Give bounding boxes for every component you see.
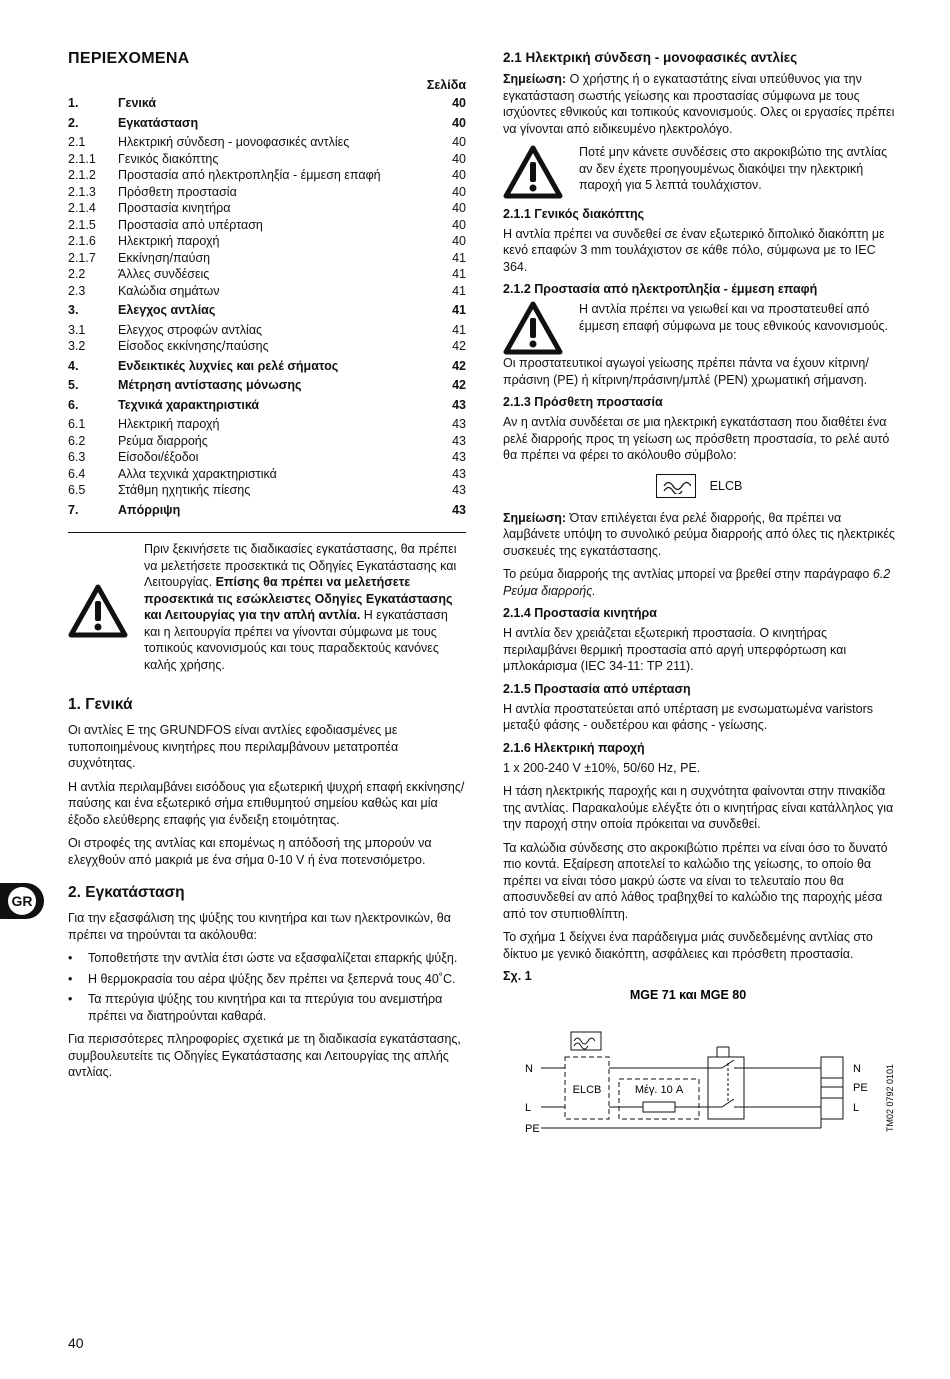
elcb-symbol — [503, 474, 895, 498]
s215-heading: 2.1.5 Προστασία από υπέρταση — [503, 681, 691, 696]
toc-row — [68, 338, 466, 355]
toc-number: 3. — [68, 303, 79, 317]
label-right-N: N — [853, 1063, 861, 1075]
toc-row — [68, 416, 466, 433]
toc-number: 2.1.5 — [68, 217, 96, 232]
toc-number: 6.3 — [68, 450, 86, 464]
toc-entry-title: Προστασία κινητήρα — [118, 201, 231, 215]
label-elcb: ELCB — [572, 1084, 602, 1096]
toc-page: 41 — [452, 303, 466, 317]
wiring-diagram — [503, 987, 895, 1137]
toc-page: 42 — [452, 339, 466, 353]
toc-page: 40 — [452, 96, 466, 110]
figure-ref-code: TM02 0792 0101 — [885, 1063, 895, 1132]
toc-number: 5. — [68, 378, 79, 392]
toc-entry-title: Ηλεκτρική παροχή — [118, 417, 220, 431]
toc-page: 40 — [452, 201, 466, 215]
toc-entry-title: Πρόσθετη προστασία — [118, 184, 237, 199]
language-tab — [0, 883, 44, 919]
bullet-item: • Η θερμοκρασία του αέρα ψύξης δεν πρέπει να ξεπερνά τους 40˚C. — [68, 971, 466, 988]
s211-heading: 2.1.1 Γενικός διακόπτης — [503, 206, 645, 221]
toc-number: 2.1 — [68, 135, 86, 149]
toc-entry-title: Εγκατάσταση — [118, 115, 199, 130]
toc-row — [68, 466, 466, 483]
toc-entry-title: Προστασία από ηλεκτροπληξία - έμμεση επαφή — [118, 168, 381, 182]
toc-row — [68, 377, 466, 394]
bullet-item: • Τοποθετήστε την αντλία έτσι ώστε να εξασφαλίζεται επαρκής ψύξη. — [68, 950, 466, 967]
s211-text: Η αντλία πρέπει να συνδεθεί σε έναν εξωτερικό διπολικό διακόπτη με κενό επαφών 3 mm τουλάχιστον σε κάθε πόλο, σύμφωνα με το IEC 364. — [503, 226, 885, 274]
toc-page: 40 — [452, 151, 466, 166]
toc-number: 3.1 — [68, 322, 86, 337]
s213-text: Αν η αντλία συνδέεται σε μια ηλεκτρική εγκατάσταση που διαθέτει ένα ρελέ διαρροής προς τη γείωση ως πρόσθετη προστασία, το ρελέ αυτό θα πρέπει να φέρει το ακόλουθο σύμβολο: — [503, 415, 890, 462]
toc-entry-title: Τεχνικά χαρακτηριστικά — [118, 397, 260, 412]
s212-text: Οι προστατευτικοί αγωγοί γείωσης πρέπει πάντα να έχουν κίτρινη/πράσινη (PE) ή κίτρινη/πράσινη/μπλέ (PEN) χρωματική σήμανση. — [503, 356, 869, 387]
toc-entry-title: Ρεύμα διαρροής — [118, 433, 208, 448]
divider — [68, 532, 466, 533]
toc-row — [68, 95, 466, 112]
language-tab-label: GR — [8, 887, 36, 915]
toc-number: 2.1.4 — [68, 201, 96, 215]
toc-entry-title: Αλλα τεχνικά χαρακτηριστικά — [118, 466, 277, 481]
s212-warning — [503, 301, 895, 355]
toc-entry-title: Είσοδοι/έξοδοι — [118, 450, 199, 464]
page-number: 40 — [68, 1335, 84, 1351]
warning-icon — [68, 541, 144, 680]
toc-number: 2. — [68, 115, 79, 130]
section21-warning-text: Ποτέ μην κάνετε συνδέσεις στο ακροκιβώτιο της αντλίας αν δεν έχετε προηγουμένως διακόψει την ηλεκτρική παροχή για 5 λεπτά τουλάχιστον. — [579, 145, 888, 192]
toc-row — [68, 283, 466, 300]
toc-row — [68, 250, 466, 267]
toc-number: 2.1.7 — [68, 250, 96, 265]
toc-row — [68, 502, 466, 519]
toc-entry-title: Ενδεικτικές λυχνίες και ρελέ σήματος — [118, 358, 339, 373]
toc-row — [68, 322, 466, 339]
toc-row — [68, 449, 466, 466]
section2-heading: 2. Εγκατάσταση — [68, 884, 185, 901]
toc-entry-title: Ελεγχος αντλίας — [118, 303, 216, 317]
toc-page: 40 — [452, 115, 466, 130]
toc-number: 2.3 — [68, 283, 86, 298]
label-left-PE: PE — [525, 1123, 540, 1135]
s213-note: Σημείωση: Όταν επιλέγεται ένα ρελέ διαρροής, θα πρέπει να λαμβάνετε υπόψη το συνολικό ρεύμα διαρροής από όλες τις ηλεκτρικές συσκευές της εγκατάστασης. — [503, 510, 895, 558]
elcb-diagram-icon — [571, 1032, 601, 1050]
toc-number: 2.2 — [68, 267, 86, 281]
s216-p1: 1 x 200-240 V ±10%, 50/60 Hz, PE. — [503, 760, 701, 775]
toc-page: 40 — [452, 135, 466, 149]
toc-entry-title: Είσοδος εκκίνησης/παύσης — [118, 339, 269, 353]
toc-row — [68, 115, 466, 132]
toc-page: 40 — [452, 168, 466, 182]
warning-icon — [503, 144, 579, 201]
s212-warning-text: Η αντλία πρέπει να γειωθεί και να προστατευθεί από έμμεση επαφή σύμφωνα με τους εθνικούς κανονισμούς. — [579, 302, 889, 333]
toc-row — [68, 397, 466, 414]
toc-page: 43 — [452, 466, 466, 481]
toc-row — [68, 266, 466, 283]
toc-row — [68, 184, 466, 201]
s214-text: Η αντλία δεν χρειάζεται εξωτερική προστασία. Ο κινητήρας περιλαμβάνει θερμική προστασία από αργή υπερφόρτωση και μπλοκάρισμα (IEC 34-11: TP 211). — [503, 626, 847, 673]
section1-p2: Η αντλία περιλαμβάνει εισόδους για εξωτερική ψυχρή επαφή εκκίνησης/παύσης και ένα εξωτερικό σήμα επιθυμητού σημείου καθώς και μία έξοδο ελεύθερης επαφής για ένδειξη ετοιμότητας. — [68, 779, 465, 827]
toc-page-header: Σελίδα — [426, 78, 466, 92]
s216-p2: Η τάση ηλεκτρικής παροχής και η συχνότητα φαίνονται στην πινακίδα της αντλίας. Παρακαλούμε ελέγξτε ότι ο κινητήρας είναι κατάλληλος για την παροχή στην οποία πρόκειται να συνδεθεί. — [503, 784, 894, 831]
toc-list — [68, 95, 466, 518]
toc-title: ΠΕΡΙΕΧΟΜΕΝΑ — [68, 50, 190, 67]
s212-heading: 2.1.2 Προστασία από ηλεκτροπληξία - έμμεση επαφή — [503, 282, 818, 296]
figure-label: Σχ. 1 — [503, 969, 532, 983]
intro-warning — [68, 541, 466, 680]
toc-row — [68, 217, 466, 234]
label-left-N: N — [525, 1063, 533, 1075]
toc-number: 6.2 — [68, 433, 86, 448]
toc-page: 41 — [452, 322, 466, 337]
toc-entry-title: Ηλεκτρική παροχή — [118, 234, 220, 248]
label-left-L: L — [525, 1102, 532, 1114]
elcb-icon — [656, 474, 696, 498]
toc-page: 43 — [452, 433, 466, 448]
toc-row — [68, 433, 466, 450]
left-column — [68, 50, 466, 1088]
toc-row — [68, 134, 466, 151]
toc-page: 41 — [452, 267, 466, 281]
label-fuse: Μέγ. 10 A — [634, 1084, 684, 1096]
toc-page: 42 — [452, 378, 466, 392]
warning-icon — [503, 301, 579, 355]
toc-row — [68, 200, 466, 217]
toc-page: 41 — [452, 250, 466, 265]
toc-number: 2.1.6 — [68, 234, 96, 248]
toc-number: 2.1.3 — [68, 184, 96, 199]
toc-page: 40 — [452, 184, 466, 199]
toc-page: 43 — [452, 397, 466, 412]
toc-number: 6.4 — [68, 466, 86, 481]
s216-p4: Το σχήμα 1 δείχνει ένα παράδειγμα μιάς συνδεδεμένης αντλίας στο δίκτυο με γενικό διακόπτη, ασφάλειες και πρόσθετη προστασία. — [503, 930, 873, 961]
toc-page: 43 — [452, 450, 466, 464]
toc-entry-title: Στάθμη ηχητικής πίεσης — [118, 483, 251, 497]
toc-number: 2.1.2 — [68, 168, 96, 182]
toc-number: 6. — [68, 397, 79, 412]
section1-heading: 1. Γενικά — [68, 696, 133, 713]
s213-heading: 2.1.3 Πρόσθετη προστασία — [503, 395, 663, 409]
toc-number: 6.5 — [68, 483, 86, 497]
elcb-symbol-label: ELCB — [709, 478, 743, 493]
toc-row — [68, 167, 466, 184]
section21-note: Σημείωση: Ο χρήστης ή ο εγκαταστάτης είναι υπεύθυνος για την εγκατάσταση σωστής γείωσης και προστασίας σύμφωνα με τους ισχύοντες εθνικούς και τοπικούς κανονισμούς. Ολες οι εργασίες πρέπει να γίνονται από ειδικευμένο ηλεκτρολόγο. — [503, 72, 895, 136]
toc-entry-title: Γενικά — [118, 96, 157, 110]
label-right-L: L — [853, 1102, 860, 1114]
toc-entry-title: Ηλεκτρική σύνδεση - μονοφασικές αντλίες — [118, 135, 350, 149]
toc-entry-title: Προστασία από υπέρταση — [118, 217, 263, 232]
section2-bullets — [68, 950, 466, 1024]
toc-page: 43 — [452, 417, 466, 431]
toc-number: 6.1 — [68, 417, 86, 431]
section21-warning — [503, 144, 895, 201]
section2-p1: Για την εξασφάλιση της ψύξης του κινητήρα και των ηλεκτρονικών, θα πρέπει να τηρούνται τα ακόλουθα: — [68, 911, 451, 942]
toc-row — [68, 151, 466, 168]
intro-warning-text: Πριν ξεκινήσετε τις διαδικασίες εγκατάστασης, θα πρέπει να μελετήσετε προσεκτικά τις Οδηγίες Εγκατάστασης και Λειτουργίας. Επίσης θα πρέπει να μελετήσετε προσεκτικά τις εσώκλειστες Οδηγίες Εγκατάστασης και Λειτουργίας για την απλή αντλία. Η εγκατάσταση και η λειτουργία πρέπει να γίνονται σύμφωνα με τους τοπικούς κανονισμούς και τους παραδεκτούς κανόνες καλής χρήσης. — [144, 542, 457, 672]
s214-heading: 2.1.4 Προστασία κινητήρα — [503, 606, 657, 620]
toc-entry-title: Απόρριψη — [118, 502, 181, 517]
toc-entry-title: Άλλες συνδέσεις — [118, 267, 210, 281]
bullet-item: • Τα πτερύγια ψύξης του κινητήρα και τα πτερύγια του ανεμιστήρα πρέπει να διατηρούνται καθαρά. — [68, 991, 466, 1024]
figure-title: MGE 71 και MGE 80 — [629, 988, 747, 1002]
s215-text: Η αντλία προστατεύεται από υπέρταση με ενσωματωμένα varistors μεταξύ φάσης - ουδετέρου και φάσης - γείωσης. — [503, 701, 874, 732]
toc-number: 1. — [68, 96, 79, 110]
toc-entry-title: Εκκίνηση/παύση — [118, 250, 211, 265]
toc-row — [68, 358, 466, 375]
toc-row — [68, 482, 466, 499]
label-right-PE: PE — [853, 1082, 868, 1094]
toc-row — [68, 233, 466, 250]
toc-row — [68, 302, 466, 319]
s216-p3: Τα καλώδια σύνδεσης στο ακροκιβώτιο πρέπει να είναι όσο το δυνατό πιο κοντά. Εξαίρεση αποτελεί το καλώδιο της γείωσης, το οποίο θα πρέπει να είναι τόσο μακρύ ώστε να είναι το τελευταίο που θα αποσυνδεθεί αν από λάθος τραβηχθεί το καλώδιο της παροχής μέσα από τον στυπιοθλίπτη. — [503, 840, 888, 921]
toc-page: 42 — [452, 358, 466, 373]
toc-entry-title: Μέτρηση αντίστασης μόνωσης — [118, 378, 302, 392]
toc-entry-title: Καλώδια σημάτων — [118, 283, 220, 298]
section1-p3: Οι στροφές της αντλίας και επομένως η απόδοσή της μπορούν να ελεγχθούν από μακριά με ένα σήμα 0-10 V ή ένα ποτενσιόμετρο. — [68, 836, 432, 867]
toc-number: 3.2 — [68, 339, 86, 353]
toc-page: 43 — [452, 483, 466, 497]
toc-page: 41 — [452, 283, 466, 298]
section1-p1: Οι αντλίες Ε της GRUNDFOS είναι αντλίες εφοδιασμένες με τυποποιημένους κινητήρες που περιλαμβάνουν μετατροπέα συχνότητας. — [68, 723, 399, 770]
toc-entry-title: Γενικός διακόπτης — [118, 151, 219, 166]
section21-heading: 2.1 Ηλεκτρική σύνδεση - μονοφασικές αντλίες — [503, 50, 798, 65]
s216-heading: 2.1.6 Ηλεκτρική παροχή — [503, 740, 645, 755]
right-column — [503, 50, 895, 1137]
toc-page: 40 — [452, 234, 466, 248]
section2-p2: Για περισσότερες πληροφορίες σχετικά με τη διαδικασία εγκατάστασης, συμβουλευτείτε τις Οδηγίες Εγκατάστασης και Λειτουργίας της απλής αντλίας. — [68, 1032, 461, 1079]
toc-page: 43 — [452, 502, 466, 517]
toc-page: 40 — [452, 217, 466, 232]
toc-number: 7. — [68, 502, 79, 517]
toc-number: 2.1.1 — [68, 151, 96, 166]
toc-number: 4. — [68, 358, 79, 373]
s213-p2: Το ρεύμα διαρροής της αντλίας μπορεί να βρεθεί στην παράγραφο 6.2 Ρεύμα διαρροής. — [503, 567, 891, 598]
toc-entry-title: Ελεγχος στροφών αντλίας — [118, 322, 263, 337]
cross-reference: 6.2 Ρεύμα διαρροής. — [503, 567, 891, 598]
